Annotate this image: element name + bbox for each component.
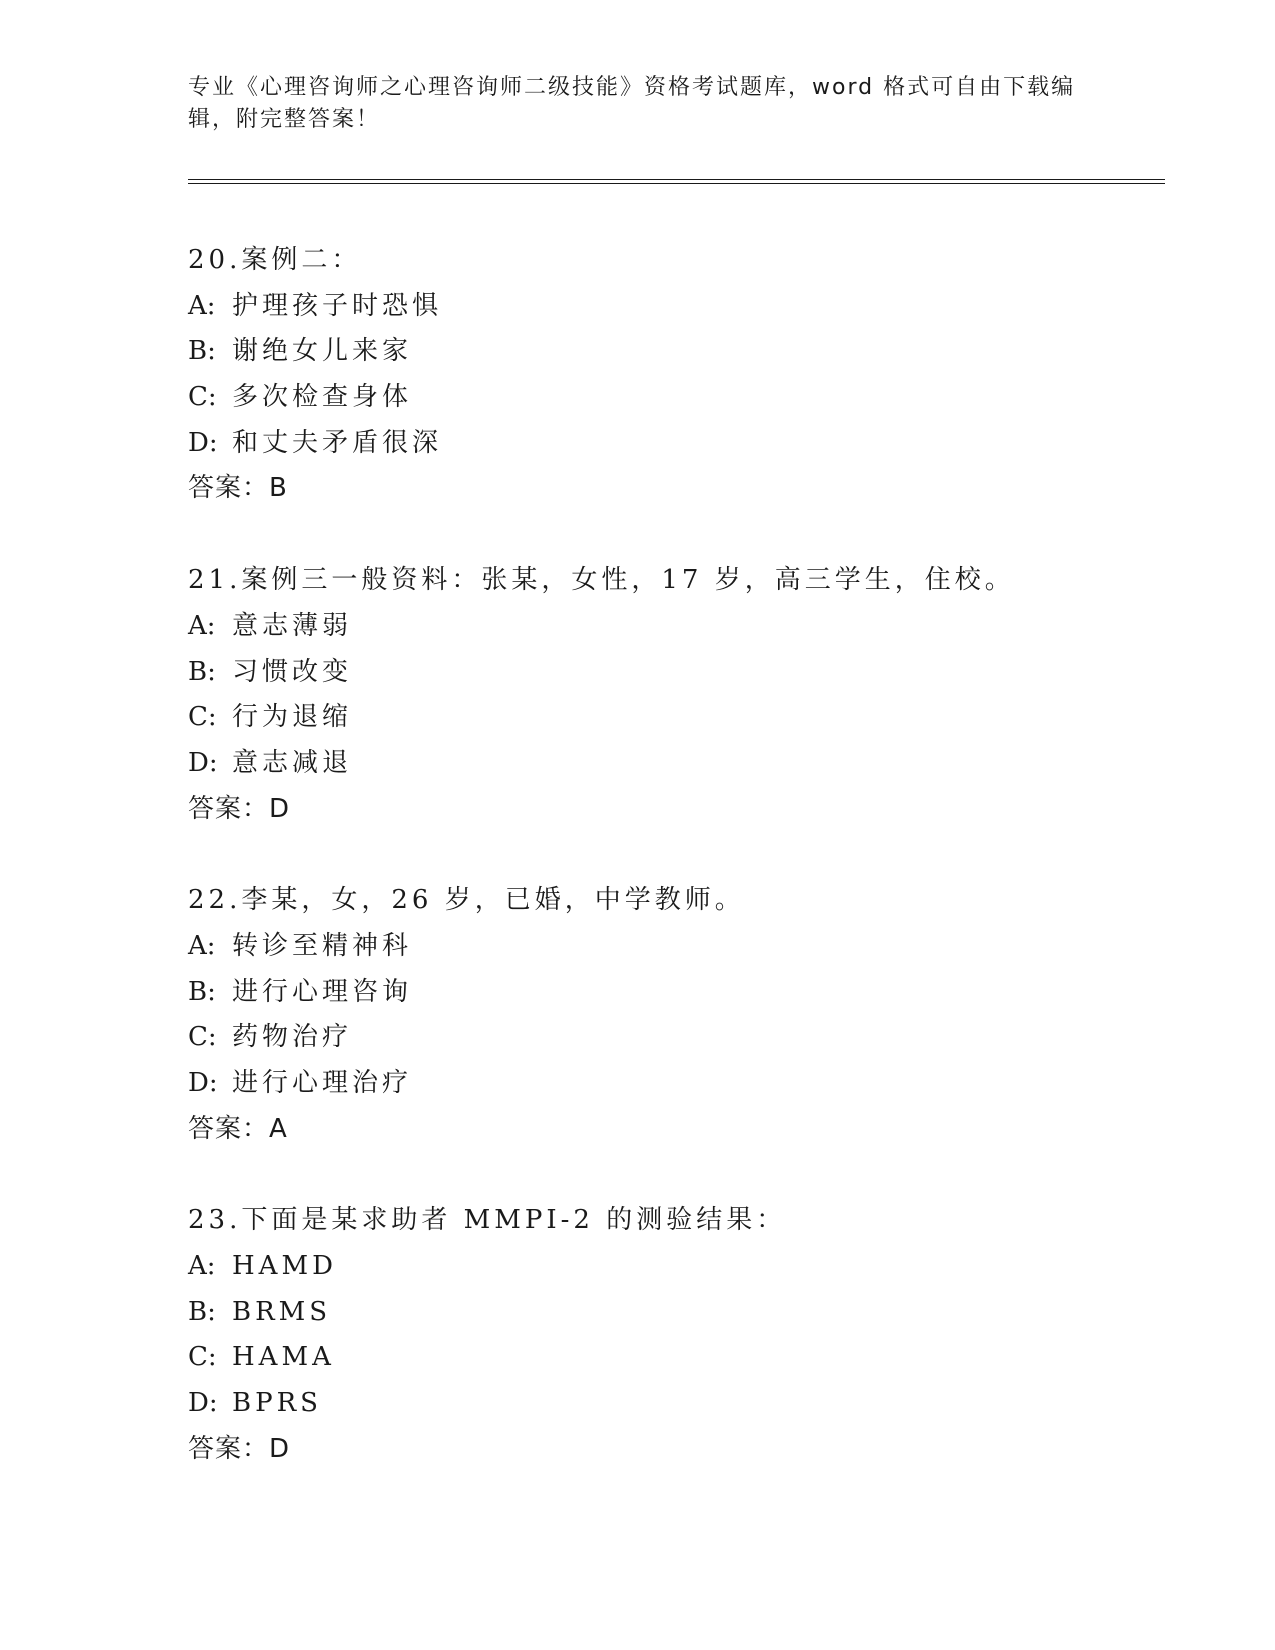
header-divider [188, 179, 1165, 184]
question-21 [188, 558, 1148, 832]
question-23 [188, 1198, 1148, 1472]
question-20 [188, 238, 1148, 512]
option-d [188, 741, 1148, 787]
option-key: D: [188, 427, 218, 458]
option-c [188, 375, 1148, 421]
question-stem: 22.李某，女，26 岁，已婚，中学教师。 [188, 885, 745, 916]
option-text: 意志薄弱 [232, 610, 353, 641]
option-text: 多次检查身体 [232, 382, 413, 413]
option-d [188, 1061, 1148, 1107]
option-key: A: [188, 930, 216, 961]
option-text: 行为退缩 [232, 702, 353, 733]
option-a [188, 1244, 1148, 1290]
option-key: C: [188, 702, 217, 733]
option-d [188, 421, 1148, 467]
option-text: HAMA [232, 1342, 335, 1373]
option-key: C: [188, 1022, 217, 1053]
option-text: BPRS [232, 1388, 322, 1419]
option-key: D: [188, 747, 218, 778]
answer-line: 答案：D [188, 793, 291, 824]
option-text: HAMD [232, 1251, 337, 1282]
option-key: B: [188, 976, 216, 1007]
question-list [188, 238, 1148, 1519]
option-key: A: [188, 290, 216, 321]
answer-line: 答案：D [188, 1433, 291, 1464]
question-stem: 20.案例二： [188, 245, 362, 275]
option-key: A: [188, 1251, 216, 1282]
option-key: B: [188, 1296, 216, 1327]
question-stem: 21.案例三一般资料：张某，女性，17 岁，高三学生，住校。 [188, 565, 1015, 596]
option-a [188, 284, 1148, 330]
option-key: D: [188, 1388, 218, 1419]
option-text: 谢绝女儿来家 [232, 336, 413, 367]
option-text: 药物治疗 [232, 1022, 353, 1053]
option-key: A: [188, 610, 216, 641]
option-c [188, 695, 1148, 741]
option-b [188, 970, 1148, 1016]
option-a [188, 924, 1148, 970]
option-text: 和丈夫矛盾很深 [232, 427, 443, 458]
option-text: 转诊至精神科 [232, 930, 413, 961]
option-text: 进行心理咨询 [232, 976, 413, 1007]
option-text: BRMS [232, 1296, 332, 1327]
option-key: C: [188, 382, 217, 413]
option-text: 进行心理治疗 [232, 1068, 413, 1098]
document-header: 专业《心理咨询师之心理咨询师二级技能》资格考试题库，word 格式可自由下载编辑，附完整答案！ [188, 75, 1076, 132]
option-c [188, 1015, 1148, 1061]
option-b [188, 329, 1148, 375]
option-b [188, 650, 1148, 696]
option-d [188, 1381, 1148, 1427]
question-22 [188, 878, 1148, 1152]
option-key: D: [188, 1068, 218, 1098]
option-key: C: [188, 1342, 217, 1373]
option-a [188, 604, 1148, 650]
option-text: 习惯改变 [232, 656, 353, 687]
option-key: B: [188, 336, 216, 367]
answer-line: 答案：B [188, 473, 288, 504]
option-b [188, 1290, 1148, 1336]
option-text: 护理孩子时恐惧 [232, 290, 443, 321]
option-key: B: [188, 656, 216, 687]
option-text: 意志减退 [232, 747, 353, 778]
question-stem: 23.下面是某求助者 MMPI-2 的测验结果： [188, 1205, 787, 1236]
answer-line: 答案：A [188, 1113, 288, 1144]
option-c [188, 1335, 1148, 1381]
